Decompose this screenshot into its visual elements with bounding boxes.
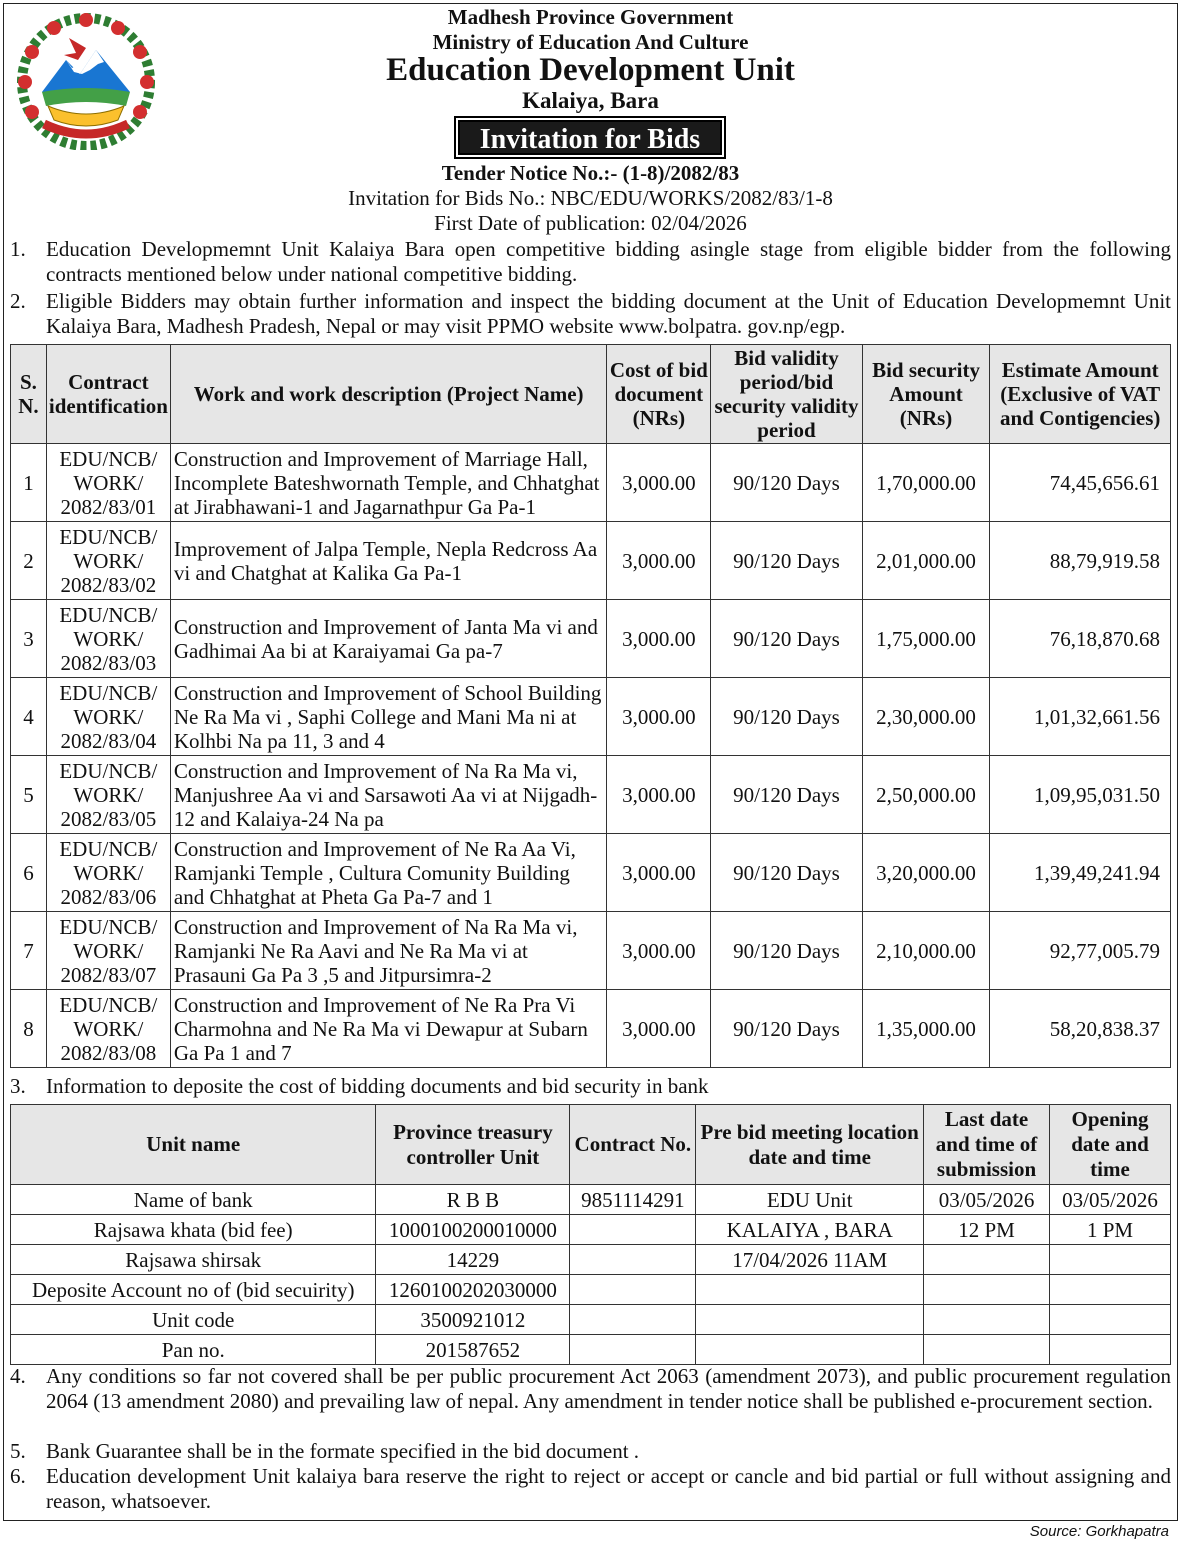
- bank-cell: 03/05/2026: [1050, 1185, 1171, 1215]
- first-publication-date: First Date of publication: 02/04/2026: [434, 211, 747, 235]
- cell-estimate: 74,45,656.61: [990, 444, 1171, 522]
- paragraph-6: 6. Education development Unit kalaiya bara reserve the right to reject or accept or cancle and bid partial or full without assigning and reason, whatsoever.: [10, 1464, 1171, 1513]
- cell-id: EDU/NCB/ WORK/ 2082/83/07: [46, 912, 170, 990]
- cell-id: EDU/NCB/ WORK/ 2082/83/01: [46, 444, 170, 522]
- bank-cell: [570, 1305, 696, 1335]
- cell-estimate: 92,77,005.79: [990, 912, 1171, 990]
- table-row: [11, 1245, 1171, 1275]
- cell-desc: Construction and Improvement of Na Ra Ma vi, Manjushree Aa vi and Sarsawoti Aa vi at Nijgadh-12 and Kalaiya-24 Na pa: [170, 756, 607, 834]
- cell-cost: 3,000.00: [607, 912, 711, 990]
- bank-cell: 17/04/2026 11AM: [696, 1245, 924, 1275]
- bank-cell: [924, 1275, 1050, 1305]
- bank-cell: [924, 1245, 1050, 1275]
- cell-cost: 3,000.00: [607, 756, 711, 834]
- bank-cell: [924, 1335, 1050, 1365]
- cell-estimate: 1,39,49,241.94: [990, 834, 1171, 912]
- cell-id: EDU/NCB/ WORK/ 2082/83/05: [46, 756, 170, 834]
- paragraph-5: 5. Bank Guarantee shall be in the formate specified in the bid document .: [10, 1439, 640, 1463]
- cell-security: 2,50,000.00: [862, 756, 990, 834]
- invitation-banner: Invitation for Bids: [458, 120, 722, 155]
- table-row: [11, 1305, 1171, 1335]
- bank-cell: [570, 1215, 696, 1245]
- bank-col-header-contract-no: Contract No.: [570, 1105, 696, 1185]
- cell-security: 3,20,000.00: [862, 834, 990, 912]
- bank-cell: 1000100200010000: [376, 1215, 570, 1245]
- table-row: [11, 444, 1171, 522]
- cell-sn: 6: [11, 834, 47, 912]
- bank-col-header-prebid: Pre bid meeting location date and time: [696, 1105, 924, 1185]
- bank-cell: [570, 1245, 696, 1275]
- contracts-table: [10, 344, 1171, 1068]
- cell-validity: 90/120 Days: [711, 600, 862, 678]
- bank-cell: [1050, 1275, 1171, 1305]
- table-row: [11, 1335, 1171, 1365]
- bank-col-header-last-date: Last date and time of submission: [924, 1105, 1050, 1185]
- cell-validity: 90/120 Days: [711, 834, 862, 912]
- cell-validity: 90/120 Days: [711, 444, 862, 522]
- bank-col-header-treasury: Province treasury controller Unit: [376, 1105, 570, 1185]
- cell-cost: 3,000.00: [607, 678, 711, 756]
- bank-cell: [570, 1275, 696, 1305]
- header-location: Kalaiya, Bara: [522, 88, 659, 113]
- bank-cell: [924, 1305, 1050, 1335]
- col-header-security: Bid security Amount (NRs): [862, 345, 990, 444]
- tender-notice-number: Tender Notice No.:- (1-8)/2082/83: [441, 161, 740, 185]
- cell-security: 1,70,000.00: [862, 444, 990, 522]
- cell-security: 1,75,000.00: [862, 600, 990, 678]
- table-row: [11, 678, 1171, 756]
- cell-sn: 5: [11, 756, 47, 834]
- cell-validity: 90/120 Days: [711, 522, 862, 600]
- cell-sn: 1: [11, 444, 47, 522]
- cell-cost: 3,000.00: [607, 522, 711, 600]
- table-row: [11, 600, 1171, 678]
- source-credit: Source: Gorkhapatra: [1029, 1523, 1169, 1540]
- bank-cell: 12 PM: [924, 1215, 1050, 1245]
- bank-cell: [696, 1335, 924, 1365]
- bank-col-header-unit-name: Unit name: [11, 1105, 376, 1185]
- cell-desc: Construction and Improvement of School Building Ne Ra Ma vi , Saphi College and Mani Ma ni at Kolhbi Na pa 11, 3 and 4: [170, 678, 607, 756]
- bank-cell: 1260100202030000: [376, 1275, 570, 1305]
- cell-security: 2,01,000.00: [862, 522, 990, 600]
- cell-id: EDU/NCB/ WORK/ 2082/83/08: [46, 990, 170, 1068]
- cell-estimate: 1,09,95,031.50: [990, 756, 1171, 834]
- bank-cell: 1 PM: [1050, 1215, 1171, 1245]
- cell-estimate: 88,79,919.58: [990, 522, 1171, 600]
- bank-cell: R B B: [376, 1185, 570, 1215]
- table-row: [11, 1185, 1171, 1215]
- ifb-number: Invitation for Bids No.: NBC/EDU/WORKS/2082/83/1-8: [348, 186, 833, 210]
- cell-desc: Improvement of Jalpa Temple, Nepla Redcross Aa vi and Chatghat at Kalika Ga Pa-1: [170, 522, 607, 600]
- cell-cost: 3,000.00: [607, 834, 711, 912]
- cell-sn: 3: [11, 600, 47, 678]
- bank-info-table: [10, 1104, 1171, 1365]
- bank-cell: Rajsawa shirsak: [11, 1245, 376, 1275]
- cell-validity: 90/120 Days: [711, 756, 862, 834]
- cell-desc: Construction and Improvement of Ne Ra Pra Vi Charmohna and Ne Ra Ma vi Dewapur at Subarn Ga Pa 1 and 7: [170, 990, 607, 1068]
- cell-id: EDU/NCB/ WORK/ 2082/83/03: [46, 600, 170, 678]
- bank-cell: 03/05/2026: [924, 1185, 1050, 1215]
- cell-estimate: 58,20,838.37: [990, 990, 1171, 1068]
- cell-cost: 3,000.00: [607, 990, 711, 1068]
- cell-desc: Construction and Improvement of Janta Ma vi and Gadhimai Aa bi at Karaiyamai Ga pa-7: [170, 600, 607, 678]
- bank-cell: EDU Unit: [696, 1185, 924, 1215]
- col-header-description: Work and work description (Project Name): [170, 345, 607, 444]
- paragraph-2: 2. Eligible Bidders may obtain further information and inspect the bidding document at the Unit of Education Developmemnt Unit Kalaiya Bara, Madhesh Pradesh, Nepal or may visit PPMO website www.bolpatra. gov.np/egp.: [10, 289, 1171, 338]
- bank-cell: Pan no.: [11, 1335, 376, 1365]
- cell-validity: 90/120 Days: [711, 990, 862, 1068]
- bank-cell: Deposite Account no of (bid secuirity): [11, 1275, 376, 1305]
- cell-security: 2,30,000.00: [862, 678, 990, 756]
- paragraph-1: 1. Education Developmemnt Unit Kalaiya Bara open competitive bidding asingle stage from eligible bidder from the following contracts mentioned below under national competitive bidding.: [10, 237, 1171, 286]
- col-header-cost: Cost of bid document (NRs): [607, 345, 711, 444]
- paragraph-4: 4. Any conditions so far not covered shall be per public procurement Act 2063 (amendment 2073), and public procurement regulation 2064 (13 amendment 2080) and prevailing law of nepal. Any amendment in tender notice shall be published e-procurement section.: [10, 1364, 1171, 1413]
- page-title: Education Development Unit: [386, 52, 795, 88]
- col-header-sn: S. N.: [11, 345, 47, 444]
- bank-cell: 9851114291: [570, 1185, 696, 1215]
- cell-desc: Construction and Improvement of Na Ra Ma vi, Ramjanki Ne Ra Aavi and Ne Ra Ma vi at Prasauni Ga Pa 3 ,5 and Jitpursimra-2: [170, 912, 607, 990]
- bank-cell: Unit code: [11, 1305, 376, 1335]
- cell-sn: 2: [11, 522, 47, 600]
- cell-id: EDU/NCB/ WORK/ 2082/83/02: [46, 522, 170, 600]
- bank-cell: Name of bank: [11, 1185, 376, 1215]
- bank-cell: [1050, 1245, 1171, 1275]
- bank-cell: 201587652: [376, 1335, 570, 1365]
- bank-cell: [1050, 1335, 1171, 1365]
- cell-desc: Construction and Improvement of Marriage Hall, Incomplete Bateshwornath Temple, and Chhatghat at Jirabhawani-1 and Jagarnathpur Ga Pa-1: [170, 444, 607, 522]
- cell-sn: 8: [11, 990, 47, 1068]
- paragraph-3: 3. Information to deposite the cost of bidding documents and bid security in bank: [10, 1074, 709, 1098]
- cell-validity: 90/120 Days: [711, 912, 862, 990]
- bank-cell: KALAIYA , BARA: [696, 1215, 924, 1245]
- cell-validity: 90/120 Days: [711, 678, 862, 756]
- col-header-estimate: Estimate Amount (Exclusive of VAT and Contigencies): [990, 345, 1171, 444]
- table-row: [11, 1275, 1171, 1305]
- cell-sn: 7: [11, 912, 47, 990]
- bank-cell: [696, 1305, 924, 1335]
- table-row: [11, 522, 1171, 600]
- cell-sn: 4: [11, 678, 47, 756]
- cell-cost: 3,000.00: [607, 444, 711, 522]
- cell-cost: 3,000.00: [607, 600, 711, 678]
- table-row: [11, 834, 1171, 912]
- bank-cell: 14229: [376, 1245, 570, 1275]
- table-row: [11, 756, 1171, 834]
- bank-cell: 3500921012: [376, 1305, 570, 1335]
- bank-cell: [570, 1335, 696, 1365]
- header-government: Madhesh Province Government: [447, 5, 734, 29]
- cell-estimate: 76,18,870.68: [990, 600, 1171, 678]
- bank-col-header-opening: Opening date and time: [1050, 1105, 1171, 1185]
- table-row: [11, 1215, 1171, 1245]
- col-header-validity: Bid validity period/bid security validity period: [711, 345, 862, 444]
- cell-desc: Construction and Improvement of Ne Ra Aa Vi, Ramjanki Temple , Cultura Comunity Building and Chhatghat at Pheta Ga Pa-7 and 1: [170, 834, 607, 912]
- bank-cell: [696, 1275, 924, 1305]
- bank-cell: [1050, 1305, 1171, 1335]
- table-row: [11, 990, 1171, 1068]
- bank-cell: Rajsawa khata (bid fee): [11, 1215, 376, 1245]
- cell-id: EDU/NCB/ WORK/ 2082/83/06: [46, 834, 170, 912]
- header-ministry: Ministry of Education And Culture: [432, 30, 749, 54]
- col-header-contract-id: Contract identification: [46, 345, 170, 444]
- cell-estimate: 1,01,32,661.56: [990, 678, 1171, 756]
- cell-security: 1,35,000.00: [862, 990, 990, 1068]
- cell-id: EDU/NCB/ WORK/ 2082/83/04: [46, 678, 170, 756]
- table-row: [11, 912, 1171, 990]
- cell-security: 2,10,000.00: [862, 912, 990, 990]
